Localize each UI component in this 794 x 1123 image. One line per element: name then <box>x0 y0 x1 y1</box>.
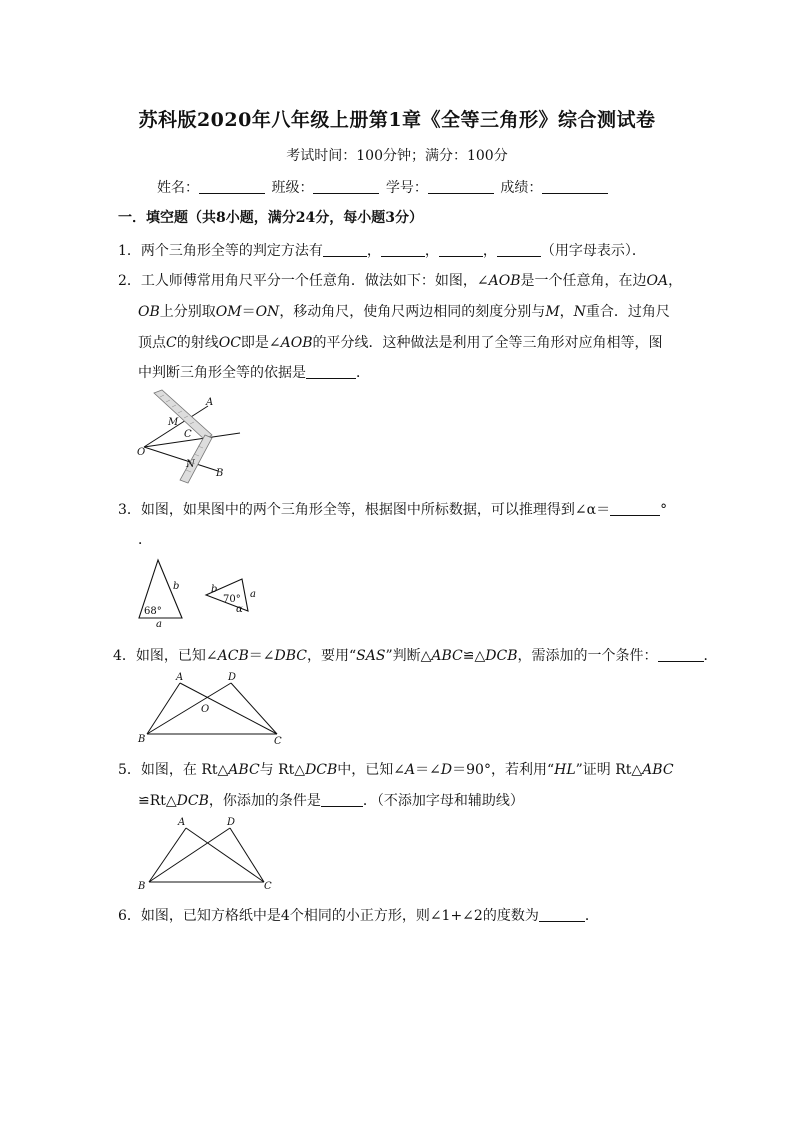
fig-label-m: M <box>168 417 179 428</box>
q2-text: 2．工人师傅常用角尺平分一个任意角．做法如下：如图，∠ <box>118 273 489 289</box>
id-blank <box>428 179 494 194</box>
q4-text: ． <box>703 648 718 664</box>
q4-label-b: B <box>138 734 146 745</box>
q1-blank-2 <box>381 244 425 257</box>
score-blank <box>542 179 608 194</box>
t1-side-b: b <box>173 581 180 592</box>
q1-text-end: （用字母表示）． <box>540 243 646 259</box>
ruler-upper-arm <box>154 390 212 440</box>
question-5-line-1 <box>118 759 674 779</box>
q5-var: HL <box>554 762 576 778</box>
fig-label-c: C <box>184 429 192 440</box>
q2-text: 重合．过角尺 <box>585 304 670 320</box>
segment-ab <box>149 828 186 882</box>
t1-angle-68: 68° <box>144 606 162 617</box>
q2-var: AOB <box>488 273 521 289</box>
ray-oc <box>144 433 240 447</box>
congruent-triangles-figure <box>134 557 264 629</box>
q2-text: 的平分线．这种做法是利用了全等三角形对应角相等，图 <box>312 335 663 351</box>
q3-degree: ° <box>660 502 668 518</box>
question-2-line-4 <box>138 362 370 382</box>
question-3-line-2: ． <box>138 532 152 548</box>
q6-text: ． <box>584 908 599 924</box>
question-6 <box>118 905 599 925</box>
q4-blank <box>658 649 704 662</box>
fig-label-o: O <box>137 447 146 458</box>
q5-var: ABC <box>642 762 674 778</box>
q1-text: 1．两个三角形全等的判定方法有 <box>118 243 323 259</box>
q3-text: 3．如图，如果图中的两个三角形全等，根据图中所标数据，可以推理得到∠α＝ <box>118 502 611 518</box>
q2-var: N <box>573 304 586 320</box>
ruler-lower-arm <box>180 435 212 483</box>
q2-text: 上分别取 <box>159 304 216 320</box>
page-title: 苏科版2020年八年级上册第1章《全等三角形》综合测试卷 <box>138 109 656 131</box>
class-blank <box>313 179 379 194</box>
q5-var: A <box>405 762 416 778</box>
segment-dc <box>231 683 277 734</box>
ray-ob <box>144 447 218 471</box>
segment-bd <box>149 828 230 882</box>
q1-sep: ， <box>366 243 381 259</box>
q2-var: C <box>166 335 177 351</box>
q4-label-a: A <box>176 672 184 683</box>
q6-text: 6．如图，已知方格纸中是4个相同的小正方形，则∠1+∠2的度数为 <box>118 908 539 924</box>
q2-var: OB <box>138 304 160 320</box>
q5-var: ABC <box>228 762 260 778</box>
q2-var: AOB <box>280 335 313 351</box>
q2-text: 是一个任意角，在边 <box>520 273 647 289</box>
id-label: 学号： <box>385 180 428 196</box>
q4-var: SAS <box>356 648 386 664</box>
student-info-row <box>157 177 610 197</box>
segment-ab <box>147 683 180 734</box>
name-label: 姓名： <box>157 180 199 196</box>
q4-label-o: O <box>201 704 210 715</box>
q4-text: ≌△ <box>462 648 486 664</box>
q5-label-b: B <box>138 881 146 892</box>
q5-var: DCB <box>176 793 209 809</box>
q2-text: 的射线 <box>176 335 219 351</box>
question-2-line-2 <box>138 301 670 321</box>
q1-sep: ， <box>424 243 439 259</box>
t2-angle-70: 70° <box>223 594 241 605</box>
q1-blank-4 <box>497 244 541 257</box>
q2-var: OA <box>646 273 669 289</box>
question-2-line-1 <box>118 270 682 290</box>
q4-var: DBC <box>274 648 307 664</box>
question-2-line-3 <box>138 332 663 352</box>
fig-label-n: N <box>186 459 195 470</box>
t2-side-b: b <box>211 584 218 595</box>
question-4 <box>113 645 718 665</box>
segment-ac <box>180 683 277 734</box>
q4-label-d: D <box>228 672 237 683</box>
name-blank <box>199 179 265 194</box>
t2-angle-alpha: α <box>236 604 243 615</box>
q4-text: ”判断△ <box>385 648 432 664</box>
question-5-line-2 <box>138 790 524 810</box>
q4-var: DCB <box>485 648 518 664</box>
q4-text: ＝∠ <box>248 648 275 664</box>
question-1 <box>118 240 646 260</box>
q4-text: ，需添加的一个条件： <box>517 648 658 664</box>
fig-label-a: A <box>206 397 214 408</box>
q5-figure <box>134 815 284 893</box>
q5-blank <box>321 794 363 807</box>
q5-text: ＝90°，若利用“ <box>452 762 555 778</box>
q4-text: ，要用“ <box>306 648 357 664</box>
angle-bisector-figure <box>130 388 260 483</box>
q2-var: ON <box>255 304 280 320</box>
q2-text: ． <box>356 365 370 381</box>
exam-subtitle: 考试时间：100分钟；满分：100分 <box>286 148 508 164</box>
q3-blank <box>610 503 660 516</box>
q2-text: ， <box>559 304 574 320</box>
q5-text: ．（不添加字母和辅助线） <box>362 793 524 809</box>
q5-text: ＝∠ <box>415 762 441 778</box>
score-label: 成绩： <box>500 180 543 196</box>
fig-label-b: B <box>216 468 224 479</box>
q2-text: 中判断三角形全等的依据是 <box>138 365 306 381</box>
q5-var: DCB <box>305 762 338 778</box>
q1-blank-3 <box>439 244 483 257</box>
q4-label-c: C <box>274 736 282 747</box>
q1-blank-1 <box>323 244 367 257</box>
q4-text: 4．如图，已知∠ <box>113 648 218 664</box>
q5-label-c: C <box>264 881 272 892</box>
class-label: 班级： <box>271 180 314 196</box>
q2-text: ＝ <box>241 304 256 320</box>
segment-bd <box>147 683 231 734</box>
q2-text: ，移动角尺，使角尺两边相同的刻度分别与 <box>279 304 546 320</box>
q5-text: ≌Rt△ <box>138 793 177 809</box>
q4-var: ABC <box>431 648 463 664</box>
t1-side-a: a <box>156 619 162 630</box>
q5-text: ，你添加的条件是 <box>208 793 321 809</box>
q2-var: M <box>545 304 560 320</box>
q2-var: OC <box>218 335 241 351</box>
q5-text: 与 Rt△ <box>259 762 306 778</box>
segment-dc <box>230 828 264 882</box>
q4-figure <box>134 670 294 748</box>
q5-label-a: A <box>178 817 186 828</box>
q2-blank <box>306 366 356 379</box>
q2-text: ， <box>668 273 683 289</box>
q5-var: D <box>440 762 453 778</box>
section-heading: 一．填空题（共8小题，满分24分，每小题3分） <box>118 210 423 226</box>
q2-var: OM <box>215 304 242 320</box>
q5-text: ”证明 Rt△ <box>575 762 643 778</box>
question-3-line-1 <box>118 499 667 519</box>
q6-blank <box>539 909 585 922</box>
q5-text: 中，已知∠ <box>337 762 406 778</box>
segment-ac <box>186 828 264 882</box>
q2-text: 即是∠ <box>240 335 281 351</box>
q5-text: 5．如图，在 Rt△ <box>118 762 229 778</box>
q1-sep: ， <box>482 243 497 259</box>
q4-var: ACB <box>217 648 249 664</box>
q2-text: 顶点 <box>138 335 166 351</box>
q5-label-d: D <box>227 817 236 828</box>
t2-side-a: a <box>250 589 256 600</box>
